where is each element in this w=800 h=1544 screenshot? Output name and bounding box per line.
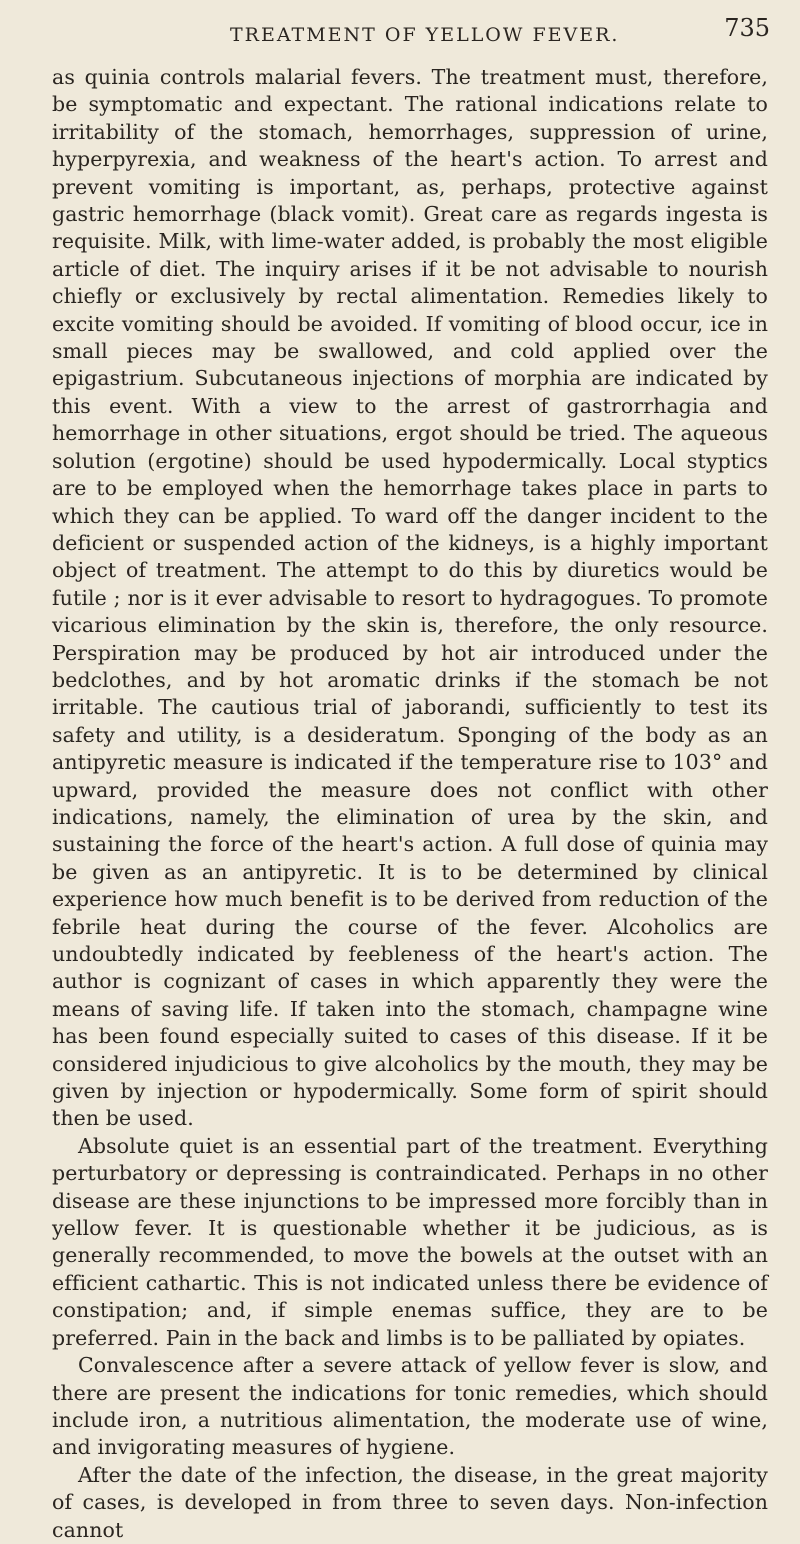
page-number: 735 [724, 14, 770, 42]
paragraph: Convalescence after a severe attack of yellow fever is slow, and there are present the indications for tonic remedies, which should include iron, a nutritious alimentation, the moderate use of wine, and invigorating measures of hygiene. [52, 1353, 768, 1460]
paragraph: After the date of the infection, the disease, in the great majority of cases, is developed in from three to seven days. Non-infection cannot [52, 1462, 768, 1542]
running-head: TREATMENT OF YELLOW FEVER. [230, 24, 620, 46]
paragraph: as quinia controls malarial fevers. The treatment must, therefore, be symptomatic and expectant. The rational indications relate to irritability of the stomach, hemorrhages, suppression of urine, hyperpyrexia, and weakness of the heart's action. To arrest and prevent vomiting is important, as, perhaps, protective against gastric hemorrhage (black vomit). Great care as regards ingesta is requisite. Milk, with lime-water added, is probably the most eligible article of diet. The inquiry arises if it be not advisable to nourish chiefly or exclusively by rectal alimentation. Remedies likely to excite vomiting should be avoided. If vomiting of blood occur, ice in small pieces may be swallowed, and cold applied over the epigastrium. Subcutaneous injections of morphia are indicated by this event. With a view to the arrest of gastrorrhagia and hemorrhage in other situations, ergot should be tried. The aqueous solution (ergotine) should be used hypodermically. Local styptics are to be employed when the hemorrhage takes place in parts to which they can be applied. To ward off the danger incident to the deficient or suspended action of the kidneys, is a highly important object of treatment. The attempt to do this by diuretics would be futile ; nor is it ever advisable to resort to hydragogues. To promote vicarious elimination by the skin is, therefore, the only resource. Perspiration may be produced by hot air introduced under the bedclothes, and by hot aromatic drinks if the stomach be not irritable. The cautious trial of jaborandi, sufficiently to test its safety and utility, is a desideratum. Sponging of the body as an antipyretic measure is indicated if the temperature rise to 103° and upward, provided the measure does not conflict with other indications, namely, the elimination of urea by the skin, and sustaining the force of the heart's action. A full dose of quinia may be given as an antipyretic. It is to be determined by clinical experience how much benefit is to be derived from reduction of the febrile heat during the course of the fever. Alcoholics are undoubtedly indicated by feebleness of the heart's action. The author is cognizant of cases in which apparently they were the means of saving life. If taken into the stomach, champagne wine has been found especially suited to cases of this disease. If it be considered injudicious to give alcoholics by the mouth, they may be given by injection or hypodermically. Some form of spirit should then be used. [52, 65, 768, 1131]
paragraph: Absolute quiet is an essential part of the treatment. Everything perturbatory or depressing is contraindicated. Perhaps in no other disease are these injunctions to be impressed more forcibly than in yellow fever. It is questionable whether it be judicious, as is generally recommended, to move the bowels at the outset with an efficient cathartic. This is not indicated unless there be evidence of constipation; and, if simple enemas suffice, they are to be preferred. Pain in the back and limbs is to be palliated by opiates. [52, 1133, 768, 1350]
body-text [52, 64, 768, 1544]
